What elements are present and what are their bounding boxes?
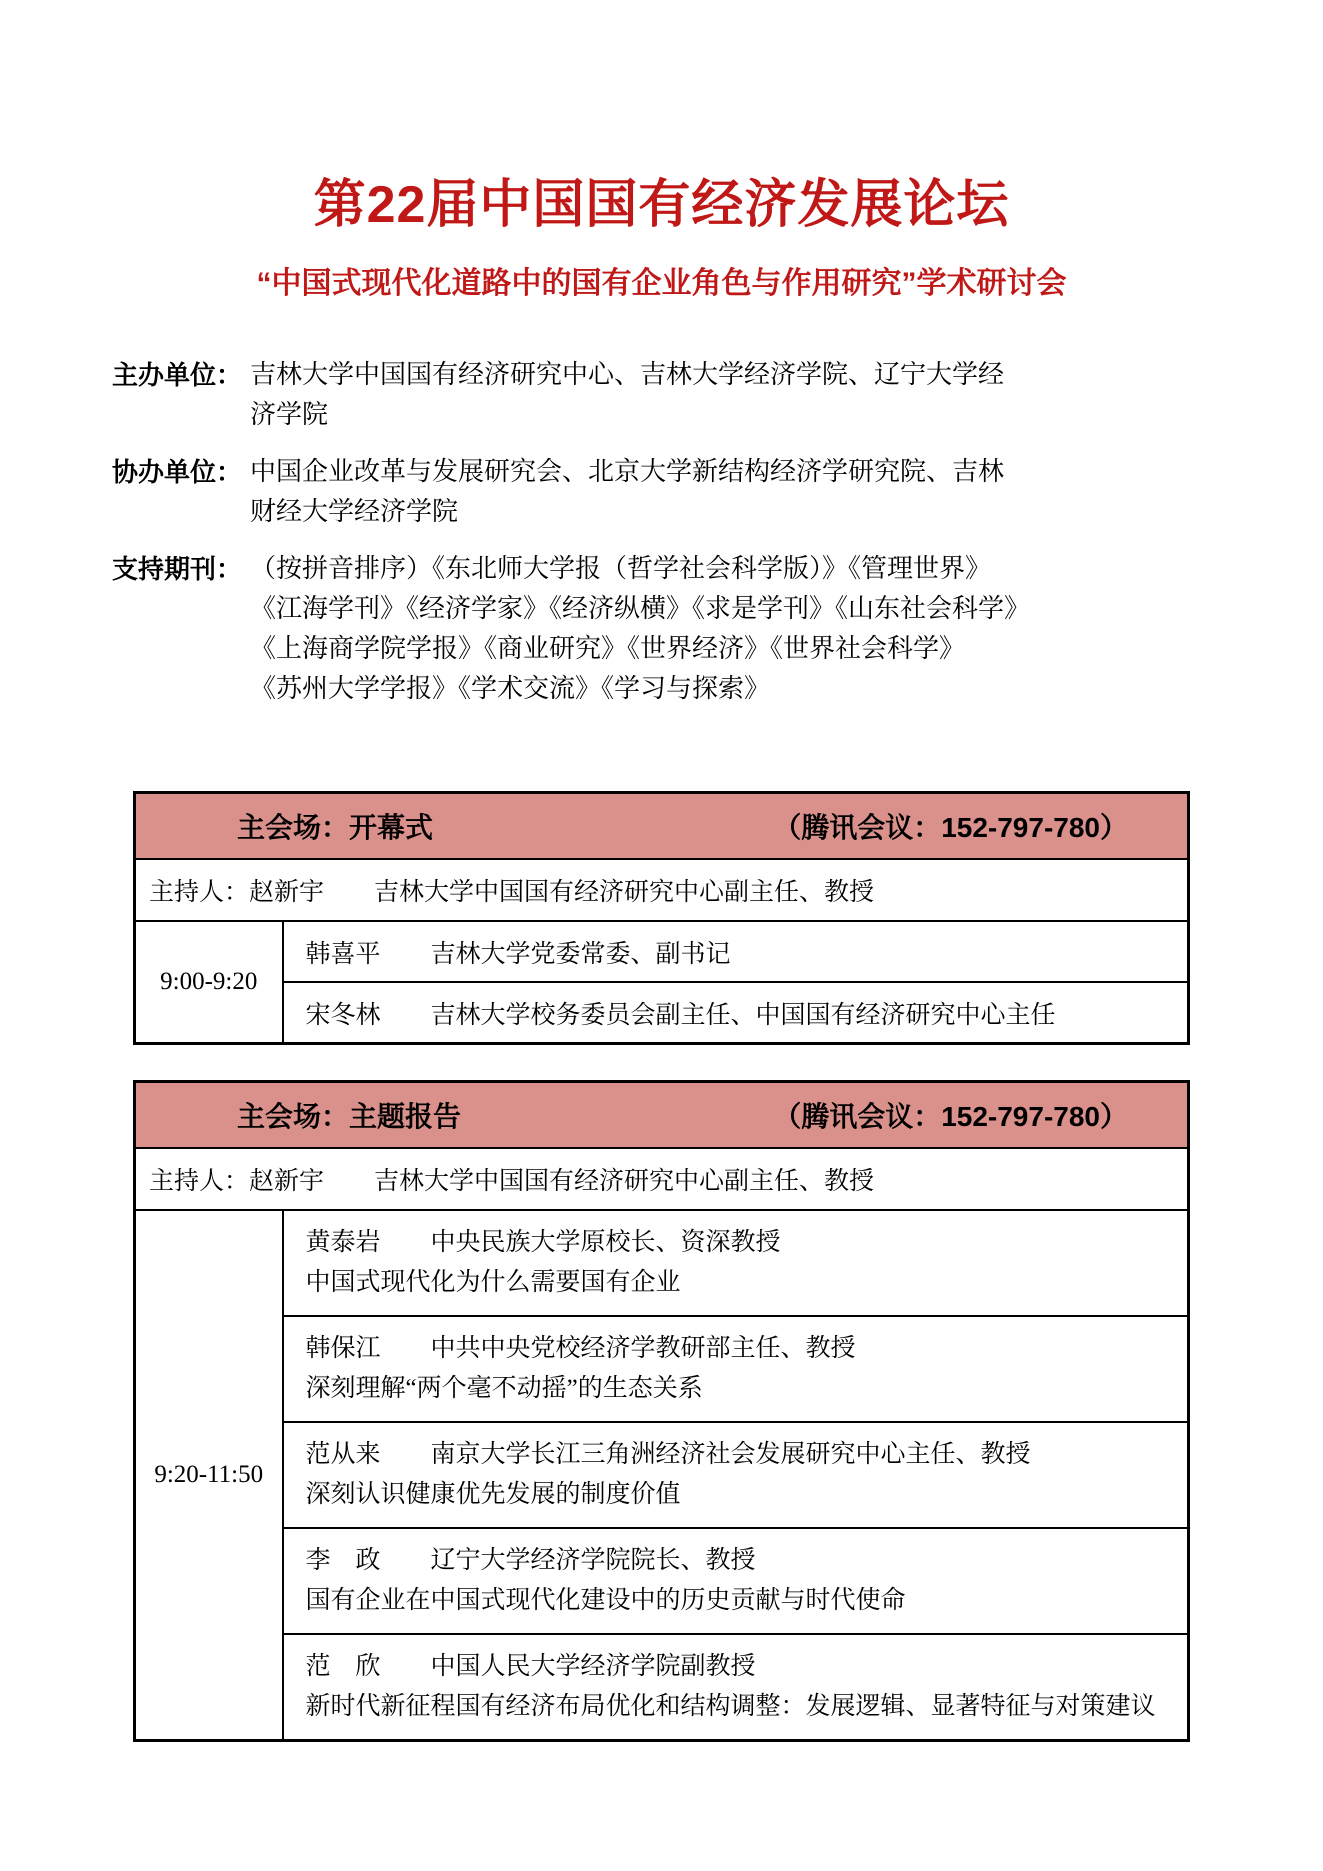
meeting-id: （腾讯会议：152-797-780） (773, 812, 1128, 843)
talk-cell (283, 1528, 1189, 1634)
talk-cell (283, 1422, 1189, 1528)
opening-session-table (133, 791, 1190, 1045)
talk-cell (283, 1316, 1189, 1422)
moderator-row (135, 859, 1189, 921)
text-line: 中国企业改革与发展研究会、北京大学新结构经济学研究院、吉林 (250, 457, 1005, 486)
session-title: 主会场：主题报告 (237, 1101, 462, 1132)
journals-value (250, 549, 1205, 709)
talk-cell (283, 1210, 1189, 1316)
moderator-cell: 主持人：赵新宇 吉林大学中国国有经济研究中心副主任、教授 (135, 859, 1189, 921)
session-title: 主会场：开幕式 (237, 812, 434, 843)
journals-label: 支持期刊： (112, 554, 243, 584)
organizer-value (250, 355, 1205, 435)
text-line: （按拼音排序）《东北师大学报（哲学社会科学版）》《管理世界》 (250, 554, 992, 583)
text-line: 《上海商学院学报》《商业研究》《世界经济》《世界社会科学》 (250, 634, 966, 663)
topic-line: 深刻认识健康优先发展的制度价值 (305, 1481, 681, 1508)
coorganizer-value (250, 452, 1205, 532)
text-line: 济学院 (250, 400, 329, 429)
table-row (135, 1210, 1189, 1316)
table-row (135, 1316, 1189, 1422)
speaker-line: 范 欣 中国人民大学经济学院副教授 (305, 1653, 756, 1680)
coorganizer-label: 协办单位： (112, 457, 243, 487)
meeting-id: （腾讯会议：152-797-780） (773, 1101, 1128, 1132)
speaker-line: 范从来 南京大学长江三角洲经济社会发展研究中心主任、教授 (305, 1441, 1031, 1468)
time-cell: 9:00-9:20 (135, 921, 283, 1044)
speaker-cell: 韩喜平 吉林大学党委常委、副书记 (283, 921, 1189, 982)
table-header-row (135, 1082, 1189, 1149)
session-header-cell (135, 793, 1189, 860)
table-row (135, 1634, 1189, 1741)
text-line: 吉林大学中国国有经济研究中心、吉林大学经济学院、辽宁大学经 (250, 360, 1005, 389)
time-cell: 9:20-11:50 (135, 1210, 283, 1741)
text-line: 《江海学刊》《经济学家》《经济纵横》《求是学刊》《山东社会科学》 (250, 594, 1031, 623)
table-row (135, 1422, 1189, 1528)
text-line: 《苏州大学学报》《学术交流》《学习与探索》 (250, 674, 771, 703)
speaker-line: 李 政 辽宁大学经济学院院长、教授 (305, 1547, 756, 1574)
table-row (135, 921, 1189, 982)
speaker-line: 韩保江 中共中央党校经济学教研部主任、教授 (305, 1335, 856, 1362)
moderator-cell: 主持人：赵新宇 吉林大学中国国有经济研究中心副主任、教授 (135, 1148, 1189, 1210)
info-row-organizer (112, 355, 1205, 435)
table-row (135, 1528, 1189, 1634)
table-row (135, 982, 1189, 1044)
organizer-label: 主办单位： (112, 360, 243, 390)
keynote-session-table (133, 1080, 1190, 1742)
topic-line: 中国式现代化为什么需要国有企业 (305, 1269, 681, 1296)
topic-line: 国有企业在中国式现代化建设中的历史贡献与时代使命 (305, 1587, 906, 1614)
info-row-journals (112, 549, 1205, 709)
speaker-cell: 宋冬林 吉林大学校务委员会副主任、中国国有经济研究中心主任 (283, 982, 1189, 1044)
page-title: 第22届中国国有经济发展论坛 (313, 176, 1010, 234)
topic-line: 新时代新征程国有经济布局优化和结构调整：发展逻辑、显著特征与对策建议 (305, 1693, 1156, 1720)
table-header-row (135, 793, 1189, 860)
speaker-line: 黄泰岩 中央民族大学原校长、资深教授 (305, 1229, 781, 1256)
topic-line: 深刻理解“两个毫不动摇”的生态关系 (305, 1375, 703, 1402)
info-row-coorganizer (112, 452, 1205, 532)
info-section (112, 355, 1205, 709)
talk-cell (283, 1634, 1189, 1741)
session-header-cell (135, 1082, 1189, 1149)
text-line: 财经大学经济学院 (250, 497, 459, 526)
moderator-row (135, 1148, 1189, 1210)
page-subtitle: “中国式现代化道路中的国有企业角色与作用研究”学术研讨会 (256, 267, 1067, 300)
